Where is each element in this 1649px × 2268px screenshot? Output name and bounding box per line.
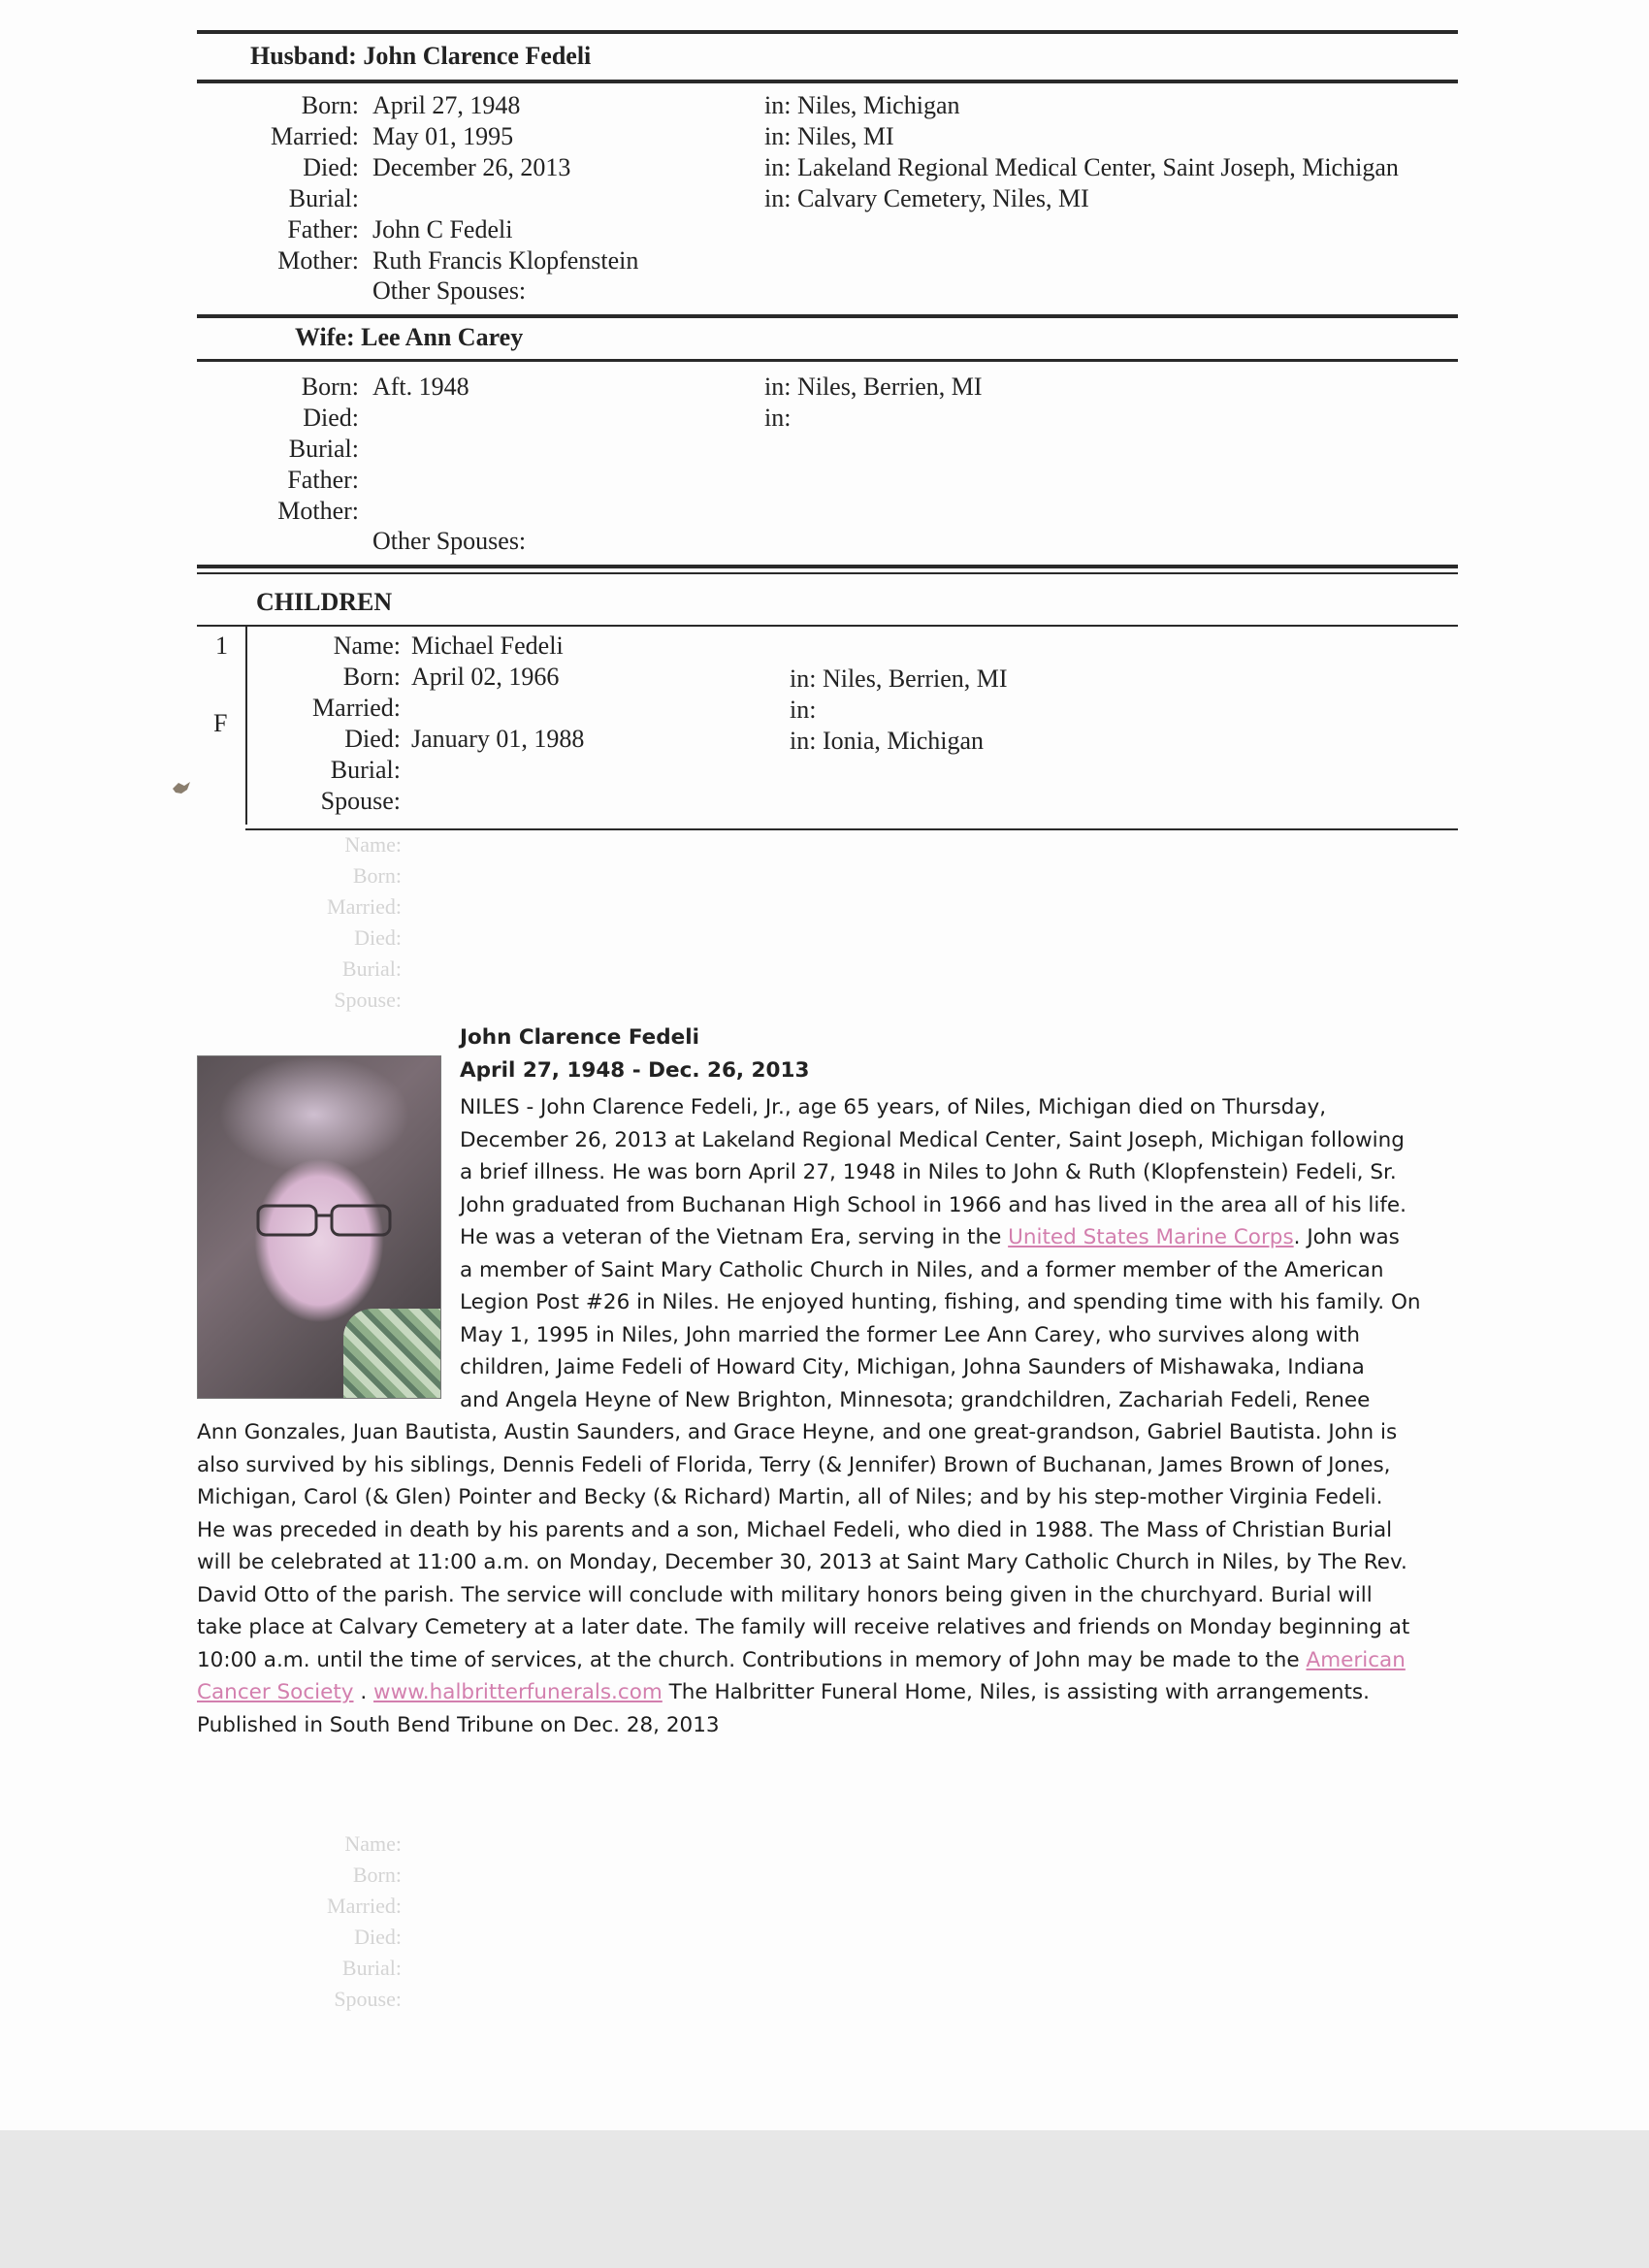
faint-label: Name: [344,832,402,857]
wife-died-label: Died: [303,404,359,432]
husband-mother-label: Mother: [277,246,359,275]
husband-died-label: Died: [303,153,359,181]
obituary-line: a member of Saint Mary Catholic Church in Niles, and a former member of the American [460,1257,1384,1282]
shirt-pattern [343,1309,441,1399]
obituary-line: and Angela Heyne of New Brighton, Minnesota; grandchildren, Zachariah Fedeli, Renee [460,1387,1371,1412]
faint-label: Married: [327,1894,402,1918]
child-married-in: in: [790,696,817,724]
faint-label: Married: [327,894,402,919]
american-link[interactable]: American [1306,1647,1406,1672]
child-spouse-label: Spouse: [320,787,401,815]
children-top-rule-2 [197,572,1458,574]
obituary-line: a brief illness. He was born April 27, 1948 in Niles to John & Ruth (Klopfenstein) Fedeli, Sr. [460,1160,1397,1184]
faint-label: Born: [352,863,402,888]
faint-label: Spouse: [334,1987,402,2011]
paper-speck [171,780,192,795]
obituary-line: December 26, 2013 at Lakeland Regional Medical Center, Saint Joseph, Michigan following [460,1127,1405,1152]
child-married-label: Married: [312,694,401,722]
obituary-line: May 1, 1995 in Niles, John married the former Lee Ann Carey, who survives along with [460,1322,1361,1347]
obituary-line: also survived by his siblings, Dennis Fedeli of Florida, Terry (& Jennifer) Brown of Buchanan, James Brown of Jones, [197,1452,1391,1477]
faint-label: Died: [354,1925,402,1949]
wife-born-label: Born: [301,373,359,401]
child-died-value: January 01, 1988 [411,725,585,753]
husband-other-spouses: Other Spouses: [372,276,527,305]
husband-father-label: Father: [287,215,359,243]
obituary-line: Ann Gonzales, Juan Bautista, Austin Saunders, and Grace Heyne, and one great-grandson, Gabriel Bautista. John is [197,1420,1398,1444]
husband-died-place: Lakeland Regional Medical Center, Saint Joseph, Michigan [796,153,1399,181]
obituary-line: NILES - John Clarence Fedeli, Jr., age 65 years, of Niles, Michigan died on Thursday, [460,1095,1327,1119]
faint-label: Spouse: [334,988,402,1012]
children-bottom-rule [245,828,1458,830]
husband-rule [197,80,1458,83]
husband-born-in: in: Niles, Michigan [764,91,960,119]
child-born-place: Niles, Berrien, MI [822,664,1008,693]
husband-burial-in: in: Calvary Cemetery, Niles, MI [764,184,1089,212]
child-born-value: April 02, 1966 [411,663,560,691]
glasses-shape [254,1202,400,1241]
faint-label: Burial: [341,956,402,981]
child-name-value: Michael Fedeli [411,632,564,660]
husband-heading [250,41,591,72]
portrait-photo [197,1055,441,1399]
faint-label: Name: [344,1831,402,1856]
child-burial-label: Burial: [330,756,401,784]
husband-married-in: in: Niles, MI [764,122,894,150]
wife-born-value: Aft. 1948 [372,373,469,401]
husband-married-label: Married: [271,122,359,150]
obituary-body [460,1091,1469,1416]
husband-married-place: Niles, MI [796,122,894,150]
top-rule [197,30,1458,34]
faint-label: Burial: [341,1956,402,1980]
wife-name: Lee Ann Carey [361,323,524,351]
child-died-place: Ionia, Michigan [822,727,985,755]
wife-other-spouses: Other Spouses: [372,527,527,555]
obituary-dates: April 27, 1948 - Dec. 26, 2013 [460,1058,810,1083]
obituary-line: David Otto of the parish. The service will conclude with military honors being given in the churchyard. Burial will [197,1582,1373,1607]
child-sex: F [213,709,228,737]
marine-corps-link[interactable]: United States Marine Corps [1008,1225,1294,1249]
cancer-society-link[interactable]: Cancer Society [197,1680,354,1704]
child-name-label: Name: [333,632,401,660]
husband-died-value: December 26, 2013 [372,153,571,181]
husband-born-place: Niles, Michigan [796,91,960,119]
wife-rule [197,359,1458,362]
halbritter-site-link[interactable]: www.halbritterfunerals.com [373,1680,663,1704]
obituary-line: John graduated from Buchanan High School in 1966 and has lived in the area all of his life. [460,1192,1406,1217]
obituary-line: Cancer Society . www.halbritterfunerals.com The Halbritter Funeral Home, Niles, is assisting with arrangements. [197,1680,1370,1704]
husband-name: John Clarence Fedeli [363,42,592,70]
husband-mother-value: Ruth Francis Klopfenstein [372,246,639,275]
obituary-line: He was a veteran of the Vietnam Era, serving in the United States Marine Corps. John was [460,1225,1400,1249]
husband-died-in: in: Lakeland Regional Medical Center, Saint Joseph, Michigan [764,153,1399,181]
obituary-line: He was preceded in death by his parents and a son, Michael Fedeli, who died in 1988. The Mass of Christian Burial [197,1517,1393,1542]
children-top-rule [197,565,1458,568]
wife-father-label: Father: [287,466,359,494]
child-died-label: Died: [344,725,401,753]
obituary-line: children, Jaime Fedeli of Howard City, Michigan, Johna Saunders of Mishawaka, Indiana [460,1355,1365,1379]
faint-label: Died: [354,925,402,950]
husband-father-value: John C Fedeli [372,215,513,243]
child-born-label: Born: [342,663,401,691]
child-born-in: in: Niles, Berrien, MI [790,664,1008,693]
obituary-line: will be celebrated at 11:00 a.m. on Monday, December 30, 2013 at Saint Mary Catholic Church in Niles, by The Rev. [197,1550,1407,1574]
husband-burial-label: Burial: [288,184,359,212]
husband-burial-place: Calvary Cemetery, Niles, MI [796,184,1089,212]
wife-born-in: in: Niles, Berrien, MI [764,373,983,401]
wife-heading [295,322,523,353]
wife-born-place: Niles, Berrien, MI [796,373,983,401]
wife-top-rule [197,314,1458,318]
children-heading: CHILDREN [256,588,393,616]
child-died-in: in: Ionia, Michigan [790,727,985,755]
wife-mother-label: Mother: [277,497,359,525]
obituary-name: John Clarence Fedeli [460,1025,699,1050]
husband-married-value: May 01, 1995 [372,122,514,150]
wife-heading-label: Wife: [295,323,355,351]
obituary-line: 10:00 a.m. until the time of services, at the church. Contributions in memory of John may be made to the American [197,1647,1406,1672]
obituary-body-full [197,1416,1477,1741]
wife-burial-label: Burial: [288,435,359,463]
husband-born-label: Born: [301,91,359,119]
wife-died-in: in: [764,404,792,432]
obituary-line: take place at Calvary Cemetery at a later date. The family will receive relatives and friends on Monday beginning at [197,1615,1410,1639]
obituary-line: Michigan, Carol (& Glen) Pointer and Becky (& Richard) Martin, all of Niles; and by his step-mother Virginia Fedeli. [197,1485,1383,1509]
husband-born-value: April 27, 1948 [372,91,521,119]
faint-label: Born: [352,1863,402,1887]
husband-heading-label: Husband: [250,42,357,70]
scanner-edge [0,2130,1649,2268]
children-rule [197,625,1458,627]
obituary-line: Legion Post #26 in Niles. He enjoyed hunting, fishing, and spending time with his family. On [460,1290,1421,1314]
child-number: 1 [215,632,228,660]
obituary-published: Published in South Bend Tribune on Dec. 28, 2013 [197,1712,720,1737]
